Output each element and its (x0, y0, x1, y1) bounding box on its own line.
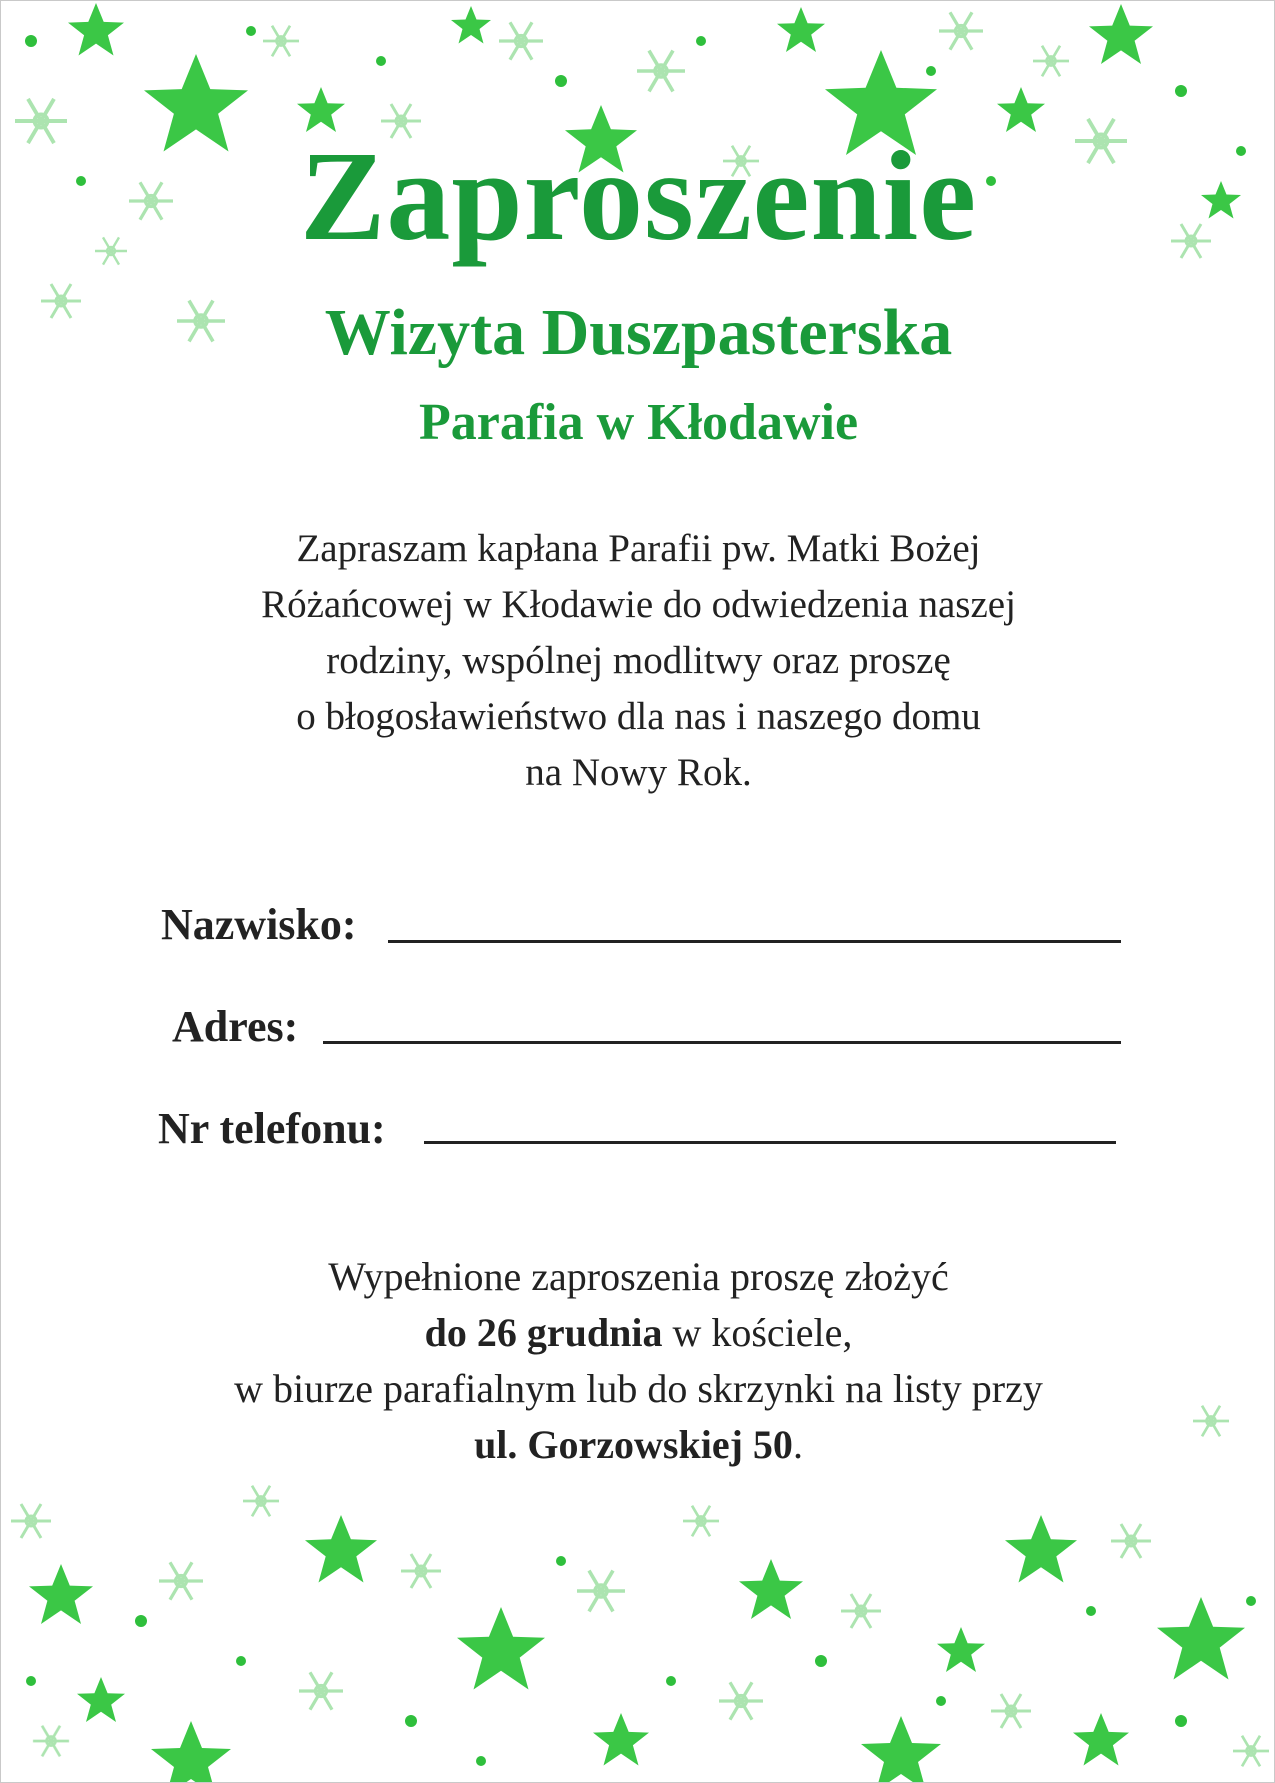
footer-line: ul. Gorzowskiej 50. (474, 1422, 803, 1467)
intro-line: rodziny, wspólnej modlitwy oraz proszę (326, 639, 951, 682)
intro-line: Zapraszam kapłana Parafii pw. Matki Bożej (296, 527, 981, 570)
submission-instructions (101, 1249, 1176, 1473)
footer-line: w biurze parafialnym lub do skrzynki na listy przy (234, 1366, 1043, 1411)
parish-name: Parafia w Kłodawie (418, 394, 859, 451)
address-label: Adres: (172, 1002, 299, 1051)
intro-line: o błogosławieństwo dla nas i naszego domu (296, 695, 981, 738)
invitation-title: Zaproszenie (299, 125, 978, 267)
intro-line: na Nowy Rok. (525, 751, 752, 794)
invitation-subtitle: Wizyta Duszpasterska (324, 296, 953, 369)
surname-fill-line[interactable] (388, 940, 1121, 943)
surname-label: Nazwisko: (161, 900, 357, 949)
phone-fill-line[interactable] (424, 1141, 1116, 1144)
footer-line: do 26 grudnia w kościele, (424, 1310, 853, 1355)
footer-line: Wypełnione zaproszenia proszę złożyć (328, 1254, 949, 1299)
invitation-text (121, 521, 1156, 801)
address-fill-line[interactable] (323, 1041, 1121, 1044)
deadline-date: do 26 grudnia (424, 1310, 663, 1355)
street-address: ul. Gorzowskiej 50 (474, 1422, 793, 1467)
intro-line: Różańcowej w Kłodawie do odwiedzenia naszej (261, 583, 1016, 626)
phone-label: Nr telefonu: (158, 1104, 386, 1153)
